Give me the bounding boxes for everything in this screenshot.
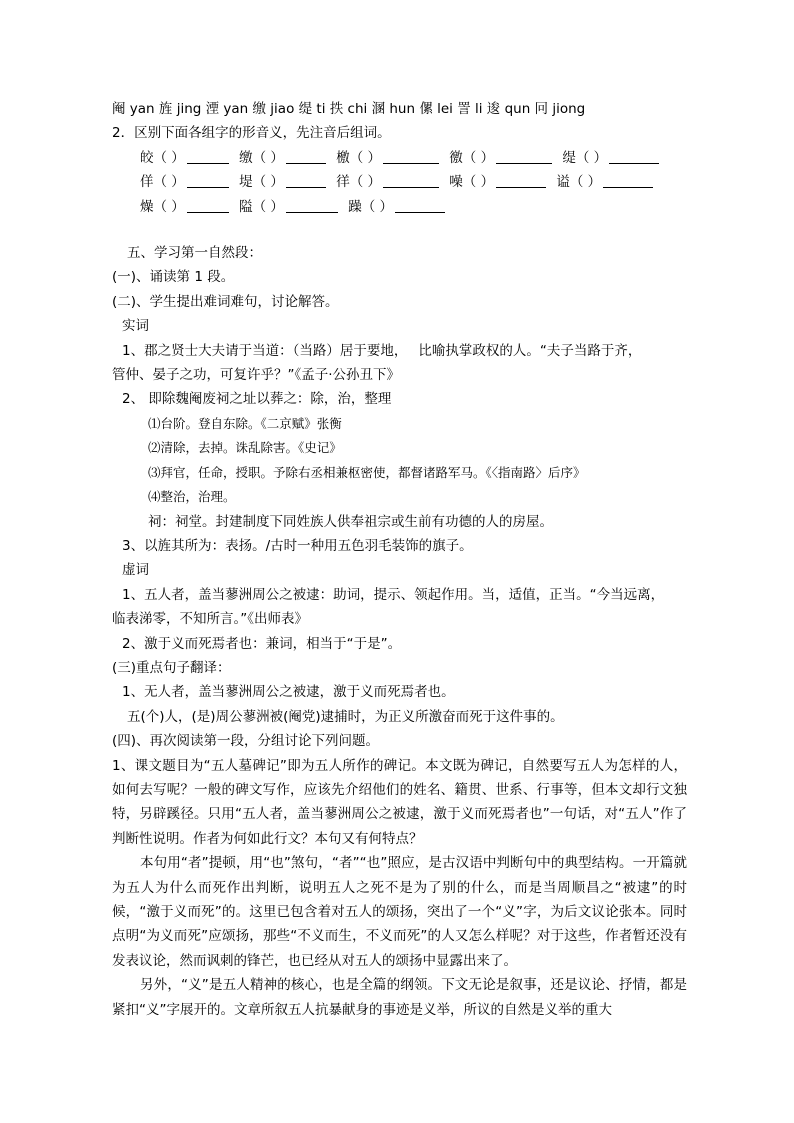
shici-heading: 实词 xyxy=(122,318,149,335)
answer-blank[interactable] xyxy=(603,173,653,188)
question-2: 2．区别下面各组字的形音义，先注音后组词。 xyxy=(112,125,391,142)
shici-2-def-3: ⑶拜官，任命，授职。予除右丞相兼枢密使，都督诸路军马。《〈指南路〉后序》 xyxy=(148,464,586,480)
pinyin-line: 阉 yan 旌 jing 湮 yan 缴 jiao 缇 ti 抶 chi 溷 hun 傫 lei 詈 li 逡 qun 冋 jiong xyxy=(112,101,586,117)
char-item: 燥（ ） xyxy=(140,195,229,219)
xuci-1-line-1: 1、五人者，盖当蓼洲周公之被逮：助词，提示、领起作用。当，适值，正当。“今当远离， xyxy=(122,586,665,603)
xuci-1-line-2: 临表涕零，不知所言。”《出师表》 xyxy=(112,611,308,628)
translation-1: 1、无人者，盖当蓼洲周公之被逮，激于义而死焉者也。 xyxy=(122,684,455,701)
char-item: 皎（ ） xyxy=(140,146,229,170)
answer-blank[interactable] xyxy=(395,198,445,213)
char-item: 缇（ ） xyxy=(562,146,659,170)
answer-blank[interactable] xyxy=(383,149,439,164)
answer-blank[interactable] xyxy=(187,198,229,213)
shici-2-def-2: ⑵清除，去掉。诛乱除害。《史记》 xyxy=(148,440,342,456)
section-5-item-1: (一)、诵读第 1 段。 xyxy=(112,269,235,286)
answer-blank[interactable] xyxy=(286,173,326,188)
shici-2-def-4: ⑷整治，治理。 xyxy=(148,489,236,505)
section-5-item-3: (三)重点句子翻译： xyxy=(112,659,231,676)
char-item: 谥（ ） xyxy=(556,170,653,194)
char-item: 躁（ ） xyxy=(348,195,445,219)
section-5-heading: 五、学习第一自然段： xyxy=(127,245,262,262)
shici-2-ci: 祠：祠堂。封建制度下同姓族人供奉祖宗或生前有功德的人的房屋。 xyxy=(148,513,553,530)
xuci-2: 2、激于义而死焉者也：兼词，相当于“于是”。 xyxy=(122,635,402,652)
paragraph-1: 1、课文题目为“五人墓碑记”即为五人所作的碑记。本文既为碑记，自然要写五人为怎样的人，如何去写呢？一般的碑文写作，应该先介绍他们的姓名、籍贯、世系、行事等，但本文却行文独特，另辟蹊径。只用“五人者，盖当蓼洲周公之被逮，激于义而死焉者也”一句话，对“五人”作了判断性说明。作者为何如此行文？本句又有何特点？ xyxy=(112,757,687,847)
xuci-heading: 虚词 xyxy=(122,562,149,579)
answer-blank[interactable] xyxy=(496,149,552,164)
answer-blank[interactable] xyxy=(496,173,546,188)
answer-blank[interactable] xyxy=(187,173,229,188)
char-item: 徉（ ） xyxy=(336,170,439,194)
char-row-1 xyxy=(112,146,687,170)
char-item: 噪（ ） xyxy=(449,170,546,194)
answer-blank[interactable] xyxy=(383,173,439,188)
answer-blank[interactable] xyxy=(609,149,659,164)
shici-2: 2、 即除魏阉废祠之址以葬之：除，治，整理 xyxy=(122,391,392,408)
shici-2-def-1: ⑴台阶。登自东除。《二京赋》张衡 xyxy=(148,415,342,431)
shici-1-line-1: 1、郡之贤士大夫请于当道：（当路）居于要地， 比喻执掌政权的人。“夫子当路于齐， xyxy=(122,342,642,359)
shici-1-line-2: 管仲、晏子之功，可复许乎？”《孟子·公孙丑下》 xyxy=(112,367,401,384)
char-row-2 xyxy=(112,170,687,194)
answer-blank[interactable] xyxy=(286,149,326,164)
section-5-item-4: (四)、再次阅读第一段，分组讨论下列问题。 xyxy=(112,733,380,750)
paragraph-3: 另外，“义”是五人精神的核心，也是全篇的纲领。下文无论是叙事，还是议论、抒情，都是紧扣“义”字展开的。文章所叙五人抗暴献身的事迹是义举，所议的自然是义举的重大 xyxy=(112,977,687,1018)
char-item: 隘（ ） xyxy=(239,195,338,219)
char-item: 徼（ ） xyxy=(449,146,552,170)
char-item: 缴（ ） xyxy=(239,146,326,170)
translation-1-answer: 五(个)人，(是)周公蓼洲被(阉党)逮捕时，为正义所激奋而死于这件事的。 xyxy=(127,708,564,725)
char-row-3 xyxy=(112,195,687,219)
document-page xyxy=(112,97,687,1022)
shici-3: 3、以旌其所为：表扬。/古时一种用五色羽毛装饰的旗子。 xyxy=(122,537,473,554)
char-item: 堤（ ） xyxy=(239,170,326,194)
char-item: 檄（ ） xyxy=(336,146,439,170)
answer-blank[interactable] xyxy=(187,149,229,164)
answer-blank[interactable] xyxy=(286,198,338,213)
paragraph-2: 本句用“者”提顿，用“也”煞句，“者”“也”照应，是古汉语中判断句中的典型结构。一开篇就为五人为什么而死作出判断，说明五人之死不是为了别的什么，而是当周顺昌之“被逮”的时候，“激于义而死”的。这里已包含着对五人的颂扬，突出了一个“义”字，为后文议论张本。同时点明“为义而死”应颂扬，那些“不义而生，不义而死”的人又怎么样呢？对于这些，作者暂还没有发表议论，然而讽刺的锋芒，也已经从对五人的颂扬中显露出来了。 xyxy=(112,855,687,969)
char-item: 佯（ ） xyxy=(140,170,229,194)
section-5-item-2: (二)、学生提出难词难句，讨论解答。 xyxy=(112,293,339,310)
